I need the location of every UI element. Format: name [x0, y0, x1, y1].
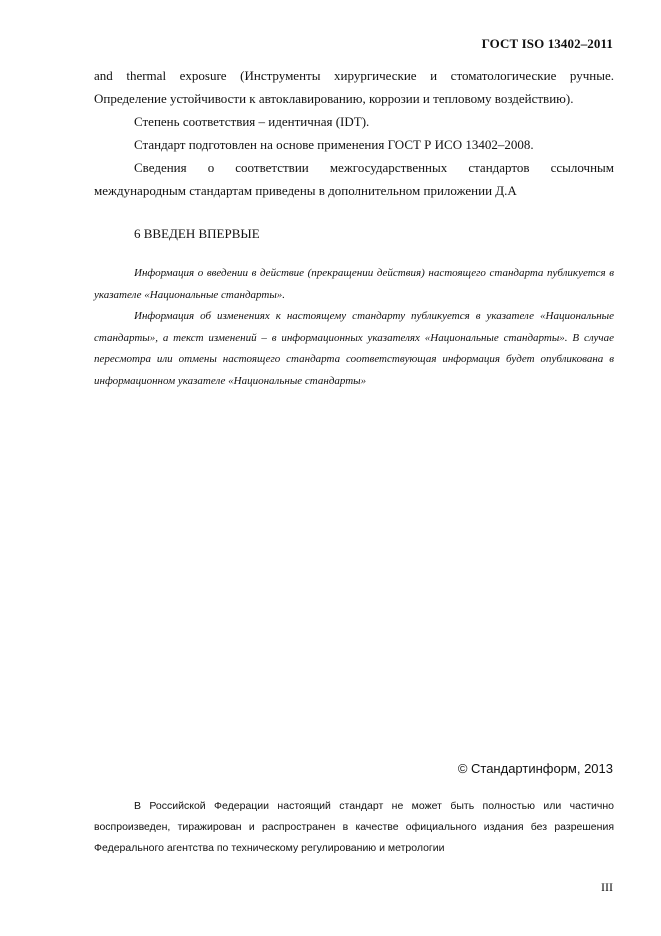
- info-paragraph-changes: Информация об изменениях к настоящему стандарту публикуется в указателе «Национальные стандарты», а текст изменений – в информационных указателях «Национальные стандарты». В случае пересмотра или отмены настоящего стандарта соответствующая информация будет опубликована в информационном указателе «Национальные стандарты»: [94, 310, 614, 387]
- reference-standards-info: Сведения о соответствии межгосударственных стандартов ссылочным международным стандартам приведены в дополнительном приложении Д.А: [94, 160, 614, 198]
- publication-info: [94, 263, 614, 392]
- prepared-basis: Стандарт подготовлен на основе применения ГОСТ Р ИСО 13402–2008.: [134, 137, 534, 152]
- document-code-header: ГОСТ ISO 13402–2011: [481, 36, 613, 51]
- info-paragraph-introduction: Информация о введении в действие (прекращении действия) настоящего стандарта публикуется в указателе «Национальные стандарты».: [94, 267, 614, 301]
- reproduction-notice-text: В Российской Федерации настоящий стандарт не может быть полностью или частично воспроизведен, тиражирован и распространен в качестве официального издания без разрешения Федерального агентства по техническому регулированию и метрологии: [94, 800, 614, 854]
- standard-title-continuation: and thermal exposure (Инструменты хирургические и стоматологические ручные. Определение устойчивости к автоклавированию, коррозии и тепловому воздействию).: [94, 68, 614, 106]
- copyright-line: © Стандартинформ, 2013: [457, 761, 613, 776]
- section-title: 6 ВВЕДЕН ВПЕРВЫЕ: [134, 226, 260, 241]
- body-text: [94, 64, 614, 202]
- reproduction-notice: [94, 796, 614, 859]
- conformity-degree: Степень соответствия – идентичная (IDT).: [134, 114, 370, 129]
- page-number: III: [601, 880, 613, 894]
